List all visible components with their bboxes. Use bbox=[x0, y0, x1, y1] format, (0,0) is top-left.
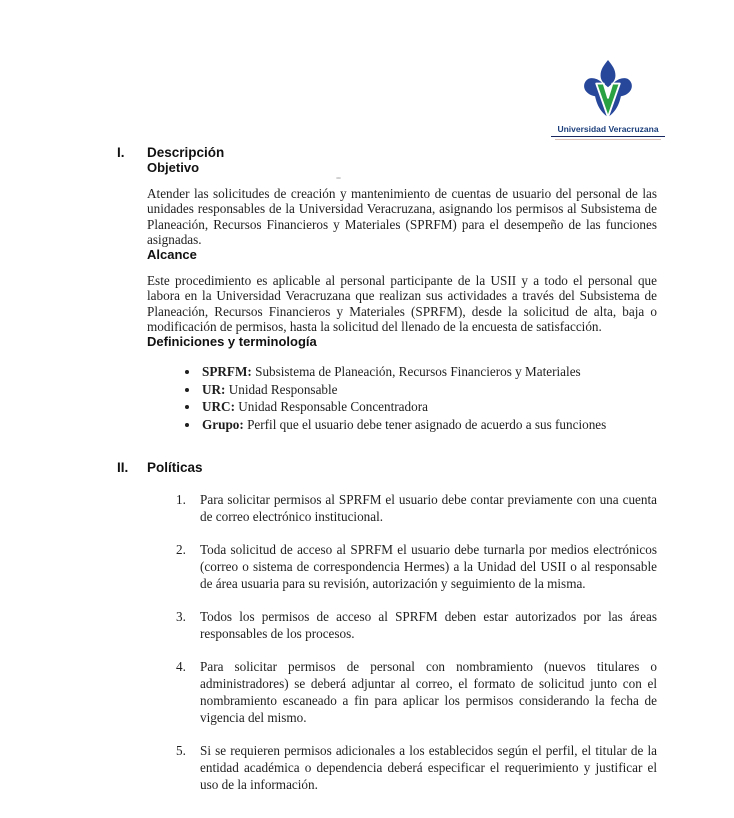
definitions-list bbox=[117, 363, 657, 433]
section-2-numeral: II. bbox=[117, 460, 129, 476]
definition-item bbox=[200, 416, 657, 434]
policy-text: Toda solicitud de acceso al SPRFM el usuario debe turnarla por medios electrónicos (correo o sistema de correspondencia Hermes) a la Unidad del USII o al responsable de área usuaria para su revisión, autorización y seguimiento de la misma. bbox=[200, 542, 657, 592]
policy-number: 2. bbox=[176, 542, 186, 558]
definition-term: SPRFM: bbox=[202, 364, 252, 380]
section-2-title: Políticas bbox=[147, 460, 203, 476]
policy-item bbox=[176, 491, 657, 525]
section-1-title: Descripción bbox=[147, 145, 225, 160]
definition-item bbox=[200, 363, 657, 381]
uv-fleur-de-lis-icon bbox=[577, 60, 639, 122]
policy-text: Para solicitar permisos al SPRFM el usuario debe contar previamente con una cuenta de correo electrónico institucional. bbox=[200, 492, 657, 525]
policy-item bbox=[176, 658, 657, 726]
policy-number: 4. bbox=[176, 659, 186, 675]
policy-number: 5. bbox=[176, 743, 186, 759]
definition-text: Unidad Responsable bbox=[225, 381, 338, 397]
policy-item bbox=[176, 742, 657, 793]
policy-item bbox=[176, 608, 657, 642]
policy-number: 1. bbox=[176, 492, 186, 508]
definition-text: Subsistema de Planeación, Recursos Financieros y Materiales bbox=[251, 364, 581, 380]
definition-text: Unidad Responsable Concentradora bbox=[234, 399, 428, 415]
policy-number: 3. bbox=[176, 609, 186, 625]
policy-item bbox=[176, 541, 657, 592]
policy-text: Todos los permisos de acceso al SPRFM deben estar autorizados por las áreas responsables de los procesos. bbox=[200, 609, 657, 642]
definition-item bbox=[200, 398, 657, 416]
section-1-numeral: I. bbox=[117, 145, 125, 160]
definition-term: Grupo: bbox=[202, 416, 244, 432]
alcance-paragraph: Este procedimiento es aplicable al personal participante de la USII y a todo el personal que labora en la Universidad Veracruzana que realizan sus actividades a través del Subsistema de Planeación, Recursos Financieros y Materiales (SPRFM), desde la solicitud de alta, baja o modificación de permisos, hasta la solicitud del llenado de la encuesta de satisfacción. bbox=[147, 273, 657, 335]
alcance-heading: Alcance bbox=[147, 247, 197, 263]
section-2-heading bbox=[117, 460, 657, 475]
uv-logo bbox=[551, 60, 665, 137]
definition-item bbox=[200, 381, 657, 399]
definiciones-heading: Definiciones y terminología bbox=[147, 334, 317, 350]
definition-term: UR: bbox=[202, 381, 226, 397]
objetivo-paragraph: Atender las solicitudes de creación y mantenimiento de cuentas de usuario del personal de las unidades responsables de la Universidad Veracruzana, asignando los permisos al Subsistema de Planeación, Recursos Financieros y Materiales (SPRFM) para el desempeño de las funciones asignadas. bbox=[147, 186, 657, 247]
objetivo-heading: Objetivo bbox=[147, 160, 200, 175]
definition-term: URC: bbox=[202, 399, 235, 415]
uv-logo-caption: Universidad Veracruzana bbox=[551, 124, 665, 137]
definition-text: Perfil que el usuario debe tener asignado de acuerdo a sus funciones bbox=[243, 416, 607, 432]
policy-text: Para solicitar permisos de personal con nombramiento (nuevos titulares o administradores) se deberá adjuntar al correo, el formato de solicitud junto con el nombramiento escaneado a fin para aplicar los permisos considerando la fecha de vigencia del mismo. bbox=[200, 659, 657, 726]
document-body bbox=[117, 145, 657, 793]
policy-text: Si se requieren permisos adicionales a los establecidos según el perfil, el titular de la entidad académica o dependencia deberá especificar el requerimiento y justificar el uso de la información. bbox=[200, 743, 657, 793]
section-1-heading bbox=[117, 145, 657, 160]
